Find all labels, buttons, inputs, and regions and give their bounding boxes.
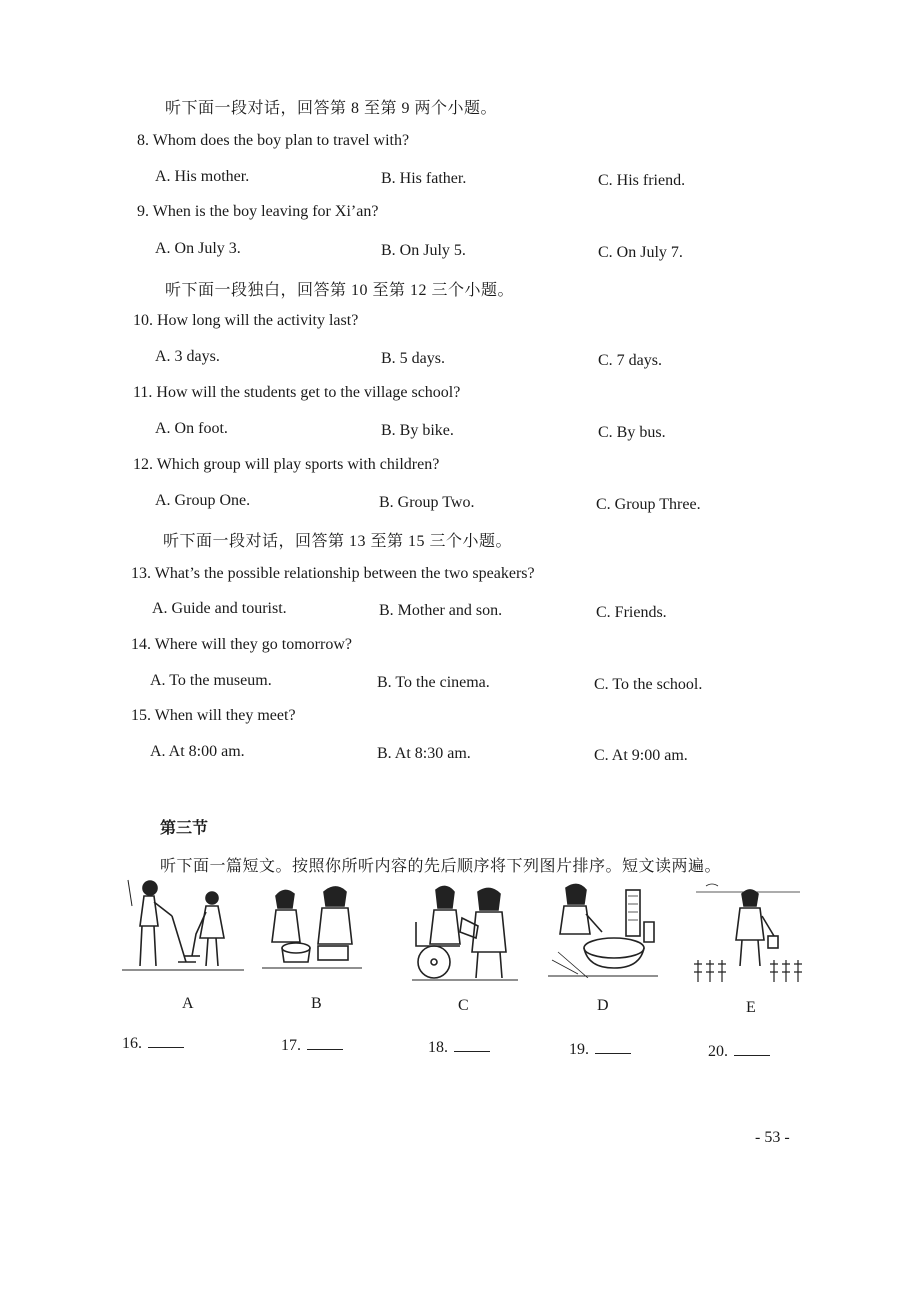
blank-line <box>454 1037 490 1052</box>
section-instruction-2: 听下面一段独白，回答第 10 至第 12 三个小题。 <box>165 282 515 299</box>
q13-option-a: A. Guide and tourist. <box>152 600 287 617</box>
question-15: 15. When will they meet? <box>131 707 296 724</box>
q10-option-c: C. 7 days. <box>598 352 662 369</box>
picture-b-cooking <box>262 882 362 972</box>
blank-number: 16. <box>122 1035 142 1052</box>
q11-option-b: B. By bike. <box>381 422 454 439</box>
blank-line <box>307 1035 343 1050</box>
answer-blank-17[interactable] <box>281 1035 343 1055</box>
q15-option-b: B. At 8:30 am. <box>377 745 471 762</box>
part3-instruction: 听下面一篇短文。按照你所听内容的先后顺序将下列图片排序。短文读两遍。 <box>160 858 722 875</box>
blank-number: 19. <box>569 1041 589 1058</box>
q15-option-a: A. At 8:00 am. <box>150 743 245 760</box>
q15-option-c: C. At 9:00 am. <box>594 747 688 764</box>
q9-option-c: C. On July 7. <box>598 244 683 261</box>
blank-number: 18. <box>428 1039 448 1056</box>
q9-option-a: A. On July 3. <box>155 240 241 257</box>
q12-option-a: A. Group One. <box>155 492 251 509</box>
blank-line <box>734 1041 770 1056</box>
picture-d-label: D <box>597 997 609 1014</box>
picture-c-wheelchair <box>412 882 518 982</box>
picture-e-field <box>692 882 804 984</box>
answer-blank-18[interactable] <box>428 1037 490 1057</box>
picture-b-label: B <box>311 995 322 1012</box>
picture-a-label: A <box>182 995 194 1012</box>
picture-e-label: E <box>746 999 756 1016</box>
q10-option-a: A. 3 days. <box>155 348 220 365</box>
q14-option-a: A. To the museum. <box>150 672 272 689</box>
q13-option-b: B. Mother and son. <box>379 602 503 619</box>
q14-option-c: C. To the school. <box>594 676 703 693</box>
picture-a-sweeping <box>122 876 244 976</box>
q14-option-b: B. To the cinema. <box>377 674 490 691</box>
question-8: 8. Whom does the boy plan to travel with? <box>137 132 410 149</box>
q12-option-c: C. Group Three. <box>596 496 701 513</box>
q8-option-c: C. His friend. <box>598 172 686 189</box>
section-instruction-1: 听下面一段对话，回答第 8 至第 9 两个小题。 <box>165 100 498 117</box>
q10-option-b: B. 5 days. <box>381 350 445 367</box>
picture-d-washing <box>548 882 658 978</box>
answer-blank-16[interactable] <box>122 1033 184 1053</box>
q11-option-c: C. By bus. <box>598 424 666 441</box>
page-number: - 53 - <box>755 1129 790 1146</box>
q12-option-b: B. Group Two. <box>379 494 475 511</box>
question-9: 9. When is the boy leaving for Xi’an? <box>137 203 379 220</box>
q11-option-a: A. On foot. <box>155 420 228 437</box>
question-13: 13. What’s the possible relationship between the two speakers? <box>131 565 535 582</box>
question-14: 14. Where will they go tomorrow? <box>131 636 352 653</box>
section-instruction-3: 听下面一段对话，回答第 13 至第 15 三个小题。 <box>163 533 513 550</box>
blank-line <box>595 1039 631 1054</box>
q9-option-b: B. On July 5. <box>381 242 466 259</box>
blank-line <box>148 1033 184 1048</box>
blank-number: 20. <box>708 1043 728 1060</box>
answer-blank-20[interactable] <box>708 1041 770 1061</box>
answer-blank-19[interactable] <box>569 1039 631 1059</box>
blank-number: 17. <box>281 1037 301 1054</box>
part3-heading: 第三节 <box>160 818 209 837</box>
q13-option-c: C. Friends. <box>596 604 667 621</box>
q8-option-b: B. His father. <box>381 170 467 187</box>
question-11: 11. How will the students get to the village school? <box>133 384 461 401</box>
question-10: 10. How long will the activity last? <box>133 312 359 329</box>
question-12: 12. Which group will play sports with children? <box>133 456 440 473</box>
picture-c-label: C <box>458 997 469 1014</box>
q8-option-a: A. His mother. <box>155 168 250 185</box>
